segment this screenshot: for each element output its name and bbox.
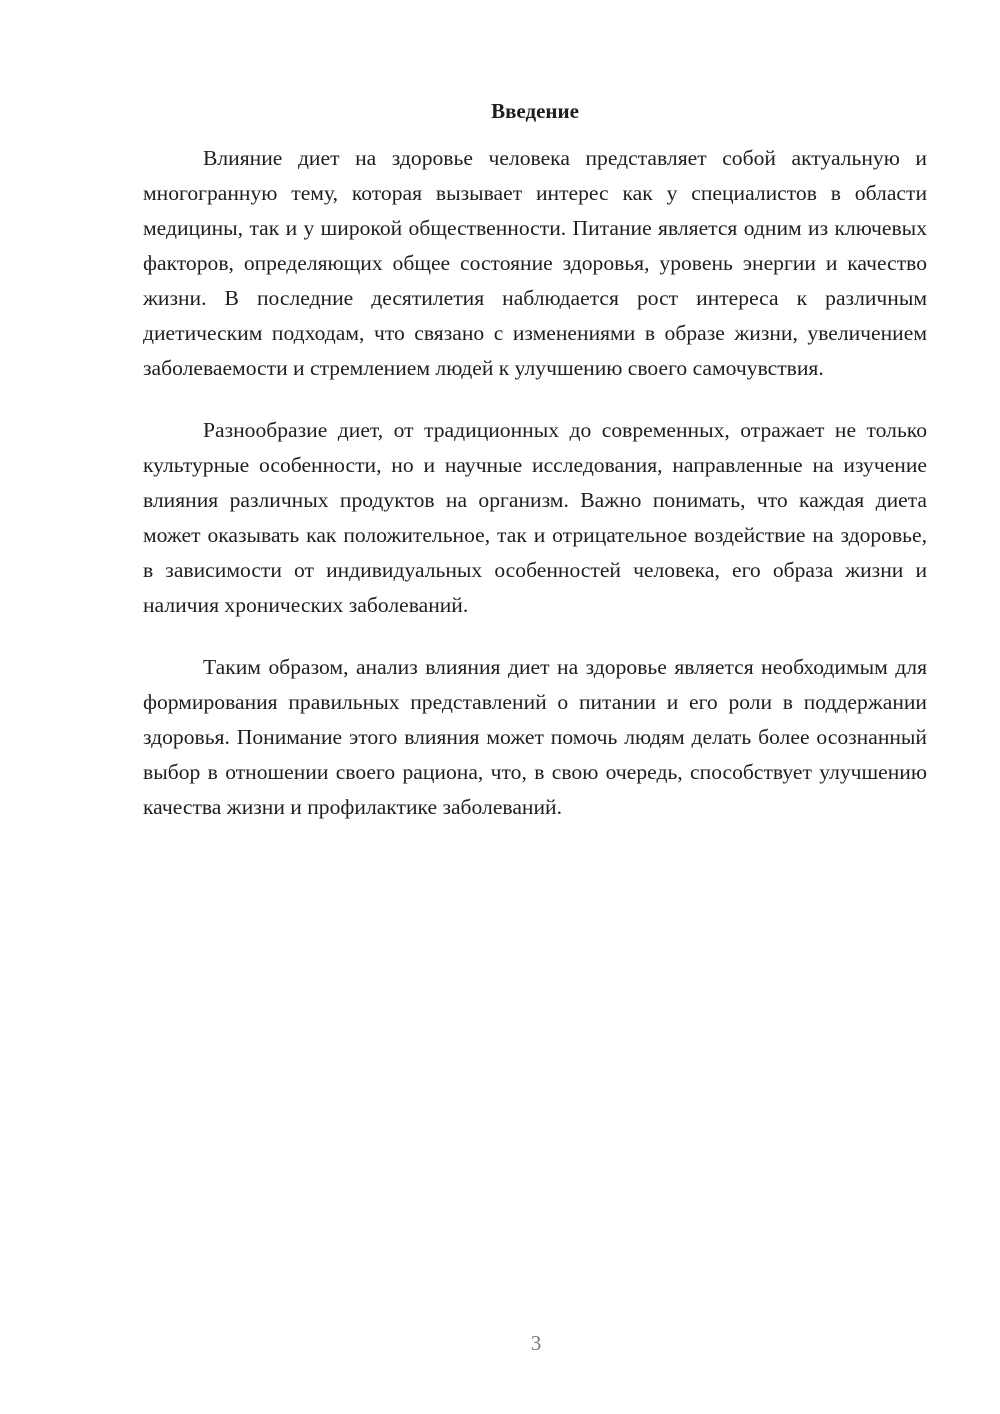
- paragraph-1: Влияние диет на здоровье человека представляет собой актуальную и многогранную тему, которая вызывает интерес как у специалистов в области медицины, так и у широкой общественности. Питание является одним из ключевых факторов, определяющих общее состояние здоровья, уровень энергии и качество жизни. В последние десятилетия наблюдается рост интереса к различным диетическим подходам, что связано с изменениями в образе жизни, увеличением заболеваемости и стремлением людей к улучшению своего самочувствия.: [143, 146, 927, 380]
- section-heading: Введение: [491, 99, 579, 123]
- paragraph-3: Таким образом, анализ влияния диет на здоровье является необходимым для формирования правильных представлений о питании и его роли в поддержании здоровья. Понимание этого влияния может помочь людям делать более осознанный выбор в отношении своего рациона, что, в свою очередь, способствует улучшению качества жизни и профилактике заболеваний.: [143, 655, 927, 819]
- page-content: [143, 96, 927, 852]
- page-number: 3: [530, 1331, 542, 1355]
- paragraph-2: Разнообразие диет, от традиционных до современных, отражает не только культурные особенности, но и научные исследования, направленные на изучение влияния различных продуктов на организм. Важно понимать, что каждая диета может оказывать как положительное, так и отрицательное воздействие на здоровье, в зависимости от индивидуальных особенностей человека, его образа жизни и наличия хронических заболеваний.: [143, 418, 927, 617]
